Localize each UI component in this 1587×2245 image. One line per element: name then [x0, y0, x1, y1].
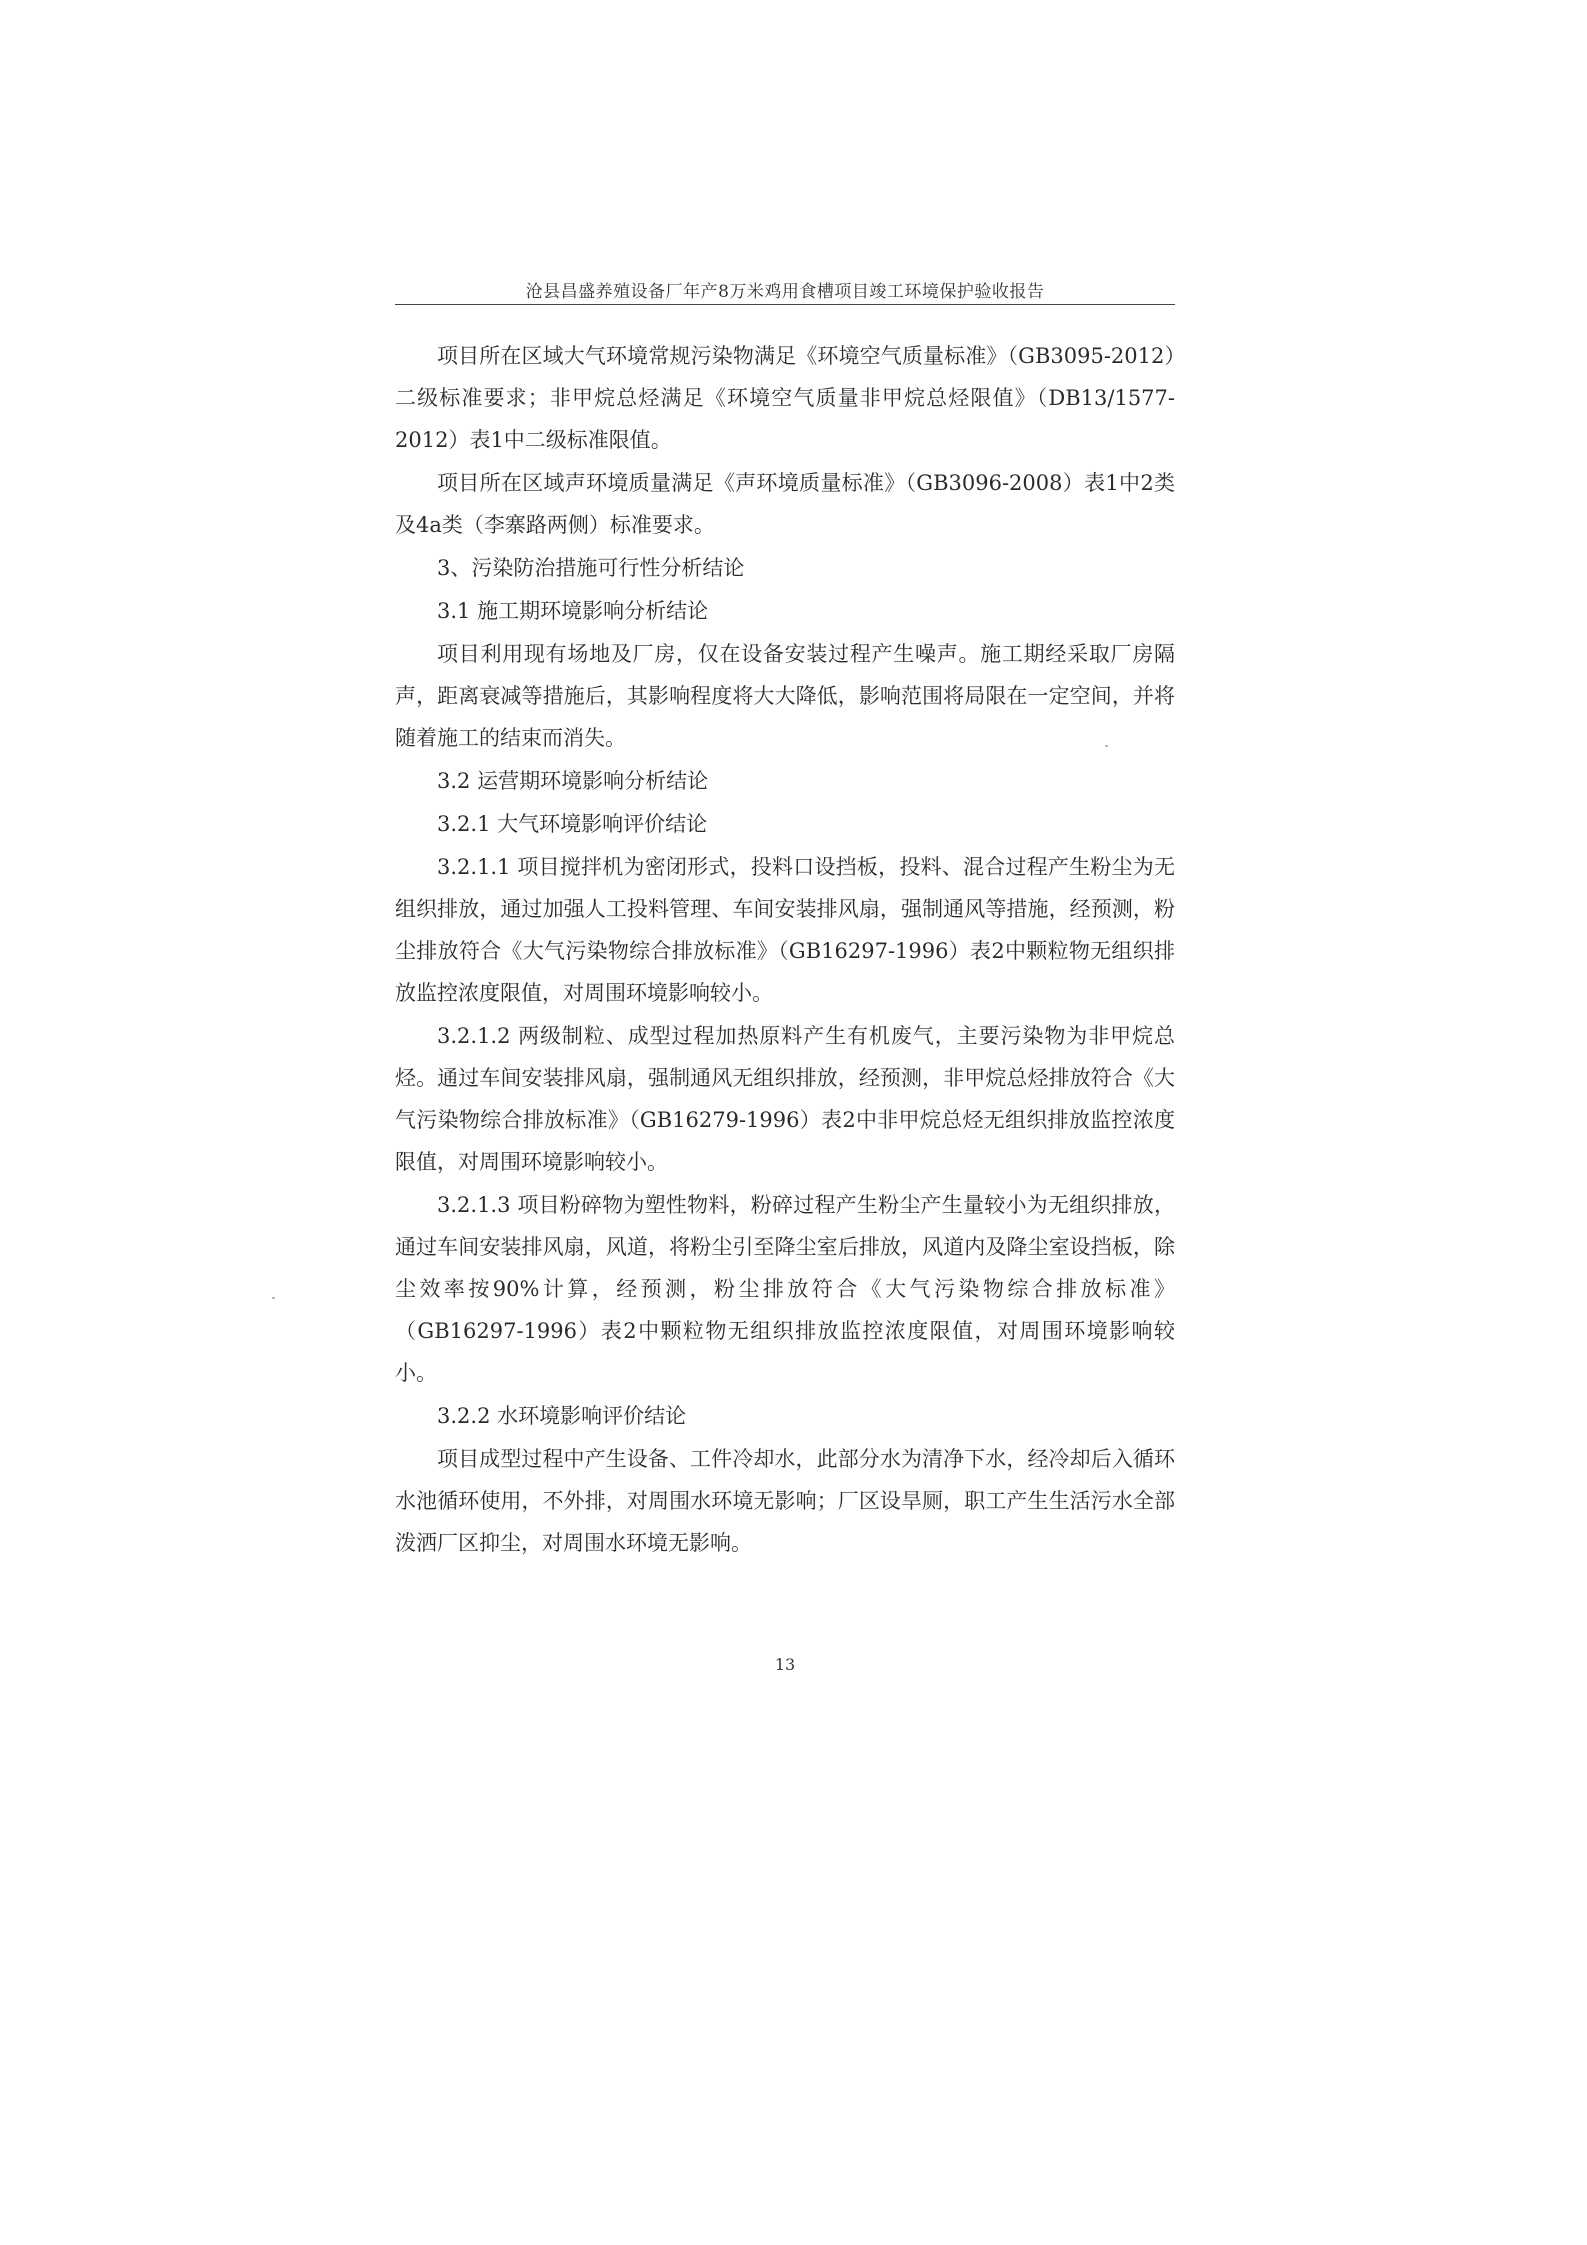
scan-speck: [272, 1297, 275, 1299]
section-heading-3-2-1: 3.2.1 大气环境影响评价结论: [437, 812, 708, 836]
section-heading-3-1: 3.1 施工期环境影响分析结论: [437, 599, 709, 623]
paragraph-construction: 项目利用现有场地及厂房，仅在设备安装过程产生噪声。施工期经采取厂房隔声，距离衰减等措施后，其影响程度将大大降低，影响范围将局限在一定空间，并将随着施工的结束而消失。: [395, 642, 1175, 750]
paragraph-noise-quality: 项目所在区域声环境质量满足《声环境质量标准》（GB3096-2008）表1中2类及4a类（李寨路两侧）标准要求。: [395, 471, 1175, 537]
section-heading-3-2-2: 3.2.2 水环境影响评价结论: [437, 1404, 687, 1428]
body-text: [395, 335, 1175, 1565]
paragraph-3-2-1-2: 3.2.1.2 两级制粒、成型过程加热原料产生有机废气，主要污染物为非甲烷总烃。通过车间安装排风扇，强制通风无组织排放，经预测，非甲烷总烃排放符合《大气污染物综合排放标准》（GB16279-1996）表2中非甲烷总烃无组织排放监控浓度限值，对周围环境影响较小。: [395, 1024, 1175, 1174]
section-heading-3-2: 3.2 运营期环境影响分析结论: [437, 769, 709, 793]
section-heading-3: 3、污染防治措施可行性分析结论: [437, 556, 745, 580]
paragraph-3-2-1-3: 3.2.1.3 项目粉碎物为塑性物料，粉碎过程产生粉尘产生量较小为无组织排放，通过车间安装排风扇，风道，将粉尘引至降尘室后排放，风道内及降尘室设挡板，除尘效率按90%计算，经预测，粉尘排放符合《大气污染物综合排放标准》（GB16297-1996）表2中颗粒物无组织排放监控浓度限值，对周围环境影响较小。: [395, 1193, 1175, 1385]
scan-speck: [1105, 745, 1108, 747]
paragraph-air-quality: 项目所在区域大气环境常规污染物满足《环境空气质量标准》（GB3095-2012）二级标准要求；非甲烷总烃满足《环境空气质量非甲烷总烃限值》（DB13/1577-2012）表1中二级标准限值。: [395, 344, 1175, 452]
paragraph-water: 项目成型过程中产生设备、工件冷却水，此部分水为清净下水，经冷却后入循环水池循环使用，不外排，对周围水环境无影响；厂区设旱厕，职工产生生活污水全部泼洒厂区抑尘，对周围水环境无影响。: [395, 1447, 1175, 1555]
running-header: 沧县昌盛养殖设备厂年产8万米鸡用食槽项目竣工环境保护验收报告: [525, 282, 1045, 302]
header-rule: [395, 304, 1175, 305]
paragraph-3-2-1-1: 3.2.1.1 项目搅拌机为密闭形式，投料口设挡板，投料、混合过程产生粉尘为无组织排放，通过加强人工投料管理、车间安装排风扇，强制通风等措施，经预测，粉尘排放符合《大气污染物综合排放标准》（GB16297-1996）表2中颗粒物无组织排放监控浓度限值，对周围环境影响较小。: [395, 855, 1175, 1005]
page-number: 13: [774, 1655, 796, 1674]
